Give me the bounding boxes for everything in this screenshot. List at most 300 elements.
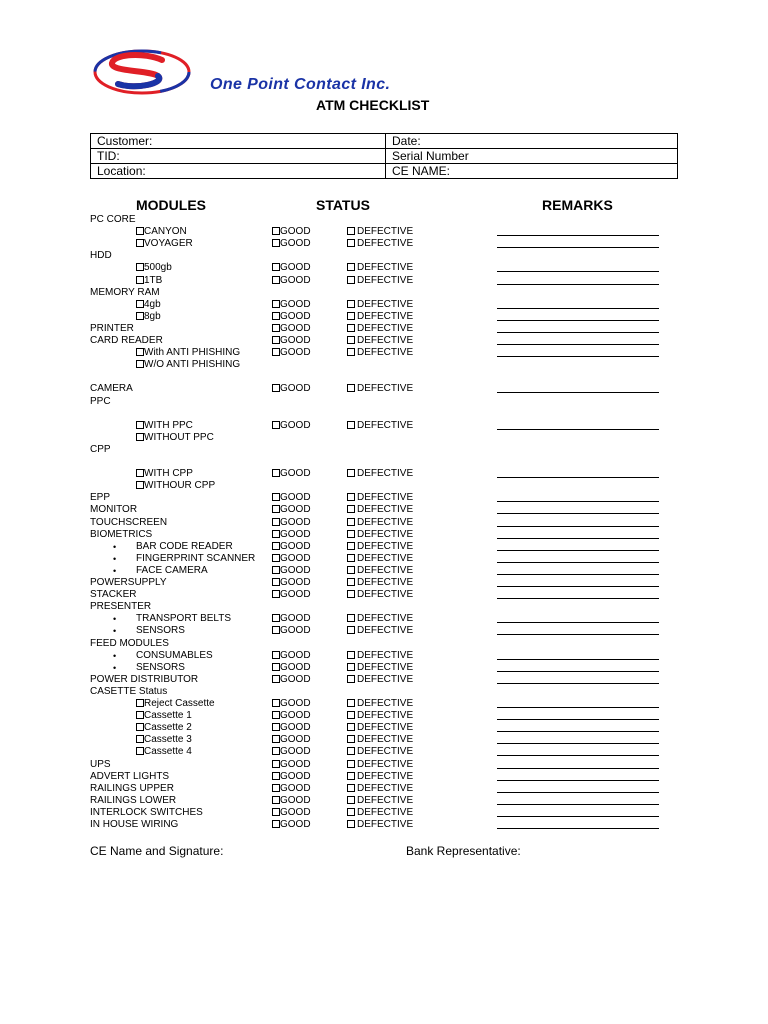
defective-checkbox[interactable] [347, 784, 355, 792]
good-option[interactable] [272, 226, 311, 238]
defective-option[interactable] [347, 819, 413, 831]
defective-option[interactable] [347, 722, 413, 734]
good-checkbox[interactable] [272, 324, 280, 332]
module-option[interactable] [136, 299, 161, 311]
defective-option[interactable] [347, 468, 413, 480]
defective-option[interactable] [347, 625, 413, 637]
defective-checkbox[interactable] [347, 711, 355, 719]
defective-label: DEFECTIVE [357, 262, 414, 274]
ce-name-field[interactable]: CE NAME: [386, 164, 678, 179]
checklist-row [0, 819, 768, 831]
good-checkbox[interactable] [272, 711, 280, 719]
remarks-line[interactable] [497, 235, 659, 236]
defective-option[interactable] [347, 311, 413, 323]
remarks-line[interactable] [497, 743, 659, 744]
good-label: GOOD [280, 298, 311, 310]
good-option[interactable] [272, 698, 311, 710]
good-checkbox[interactable] [272, 239, 280, 247]
remarks-line[interactable] [497, 271, 659, 272]
option-checkbox[interactable] [136, 747, 144, 755]
defective-checkbox[interactable] [347, 530, 355, 538]
good-option[interactable] [272, 722, 311, 734]
defective-checkbox[interactable] [347, 554, 355, 562]
good-option[interactable] [272, 553, 311, 565]
defective-option[interactable] [347, 565, 413, 577]
defective-option[interactable] [347, 771, 413, 783]
checklist-row [0, 250, 768, 262]
remarks-line[interactable] [497, 538, 659, 539]
checklist-row [0, 710, 768, 722]
module-option[interactable] [136, 468, 193, 480]
remarks-line[interactable] [497, 768, 659, 769]
good-checkbox[interactable] [272, 384, 280, 392]
good-option[interactable] [272, 504, 311, 516]
remarks-line[interactable] [497, 284, 659, 285]
good-checkbox[interactable] [272, 796, 280, 804]
defective-label: DEFECTIVE [357, 528, 414, 540]
remarks-header: REMARKS [542, 197, 613, 213]
good-checkbox[interactable] [272, 578, 280, 586]
good-checkbox[interactable] [272, 530, 280, 538]
defective-label: DEFECTIVE [357, 710, 414, 722]
defective-checkbox[interactable] [347, 227, 355, 235]
good-checkbox[interactable] [272, 518, 280, 526]
defective-checkbox[interactable] [347, 542, 355, 550]
defective-option[interactable] [347, 420, 413, 432]
module-label: FINGERPRINT SCANNER [136, 552, 256, 564]
remarks-line[interactable] [497, 477, 659, 478]
checklist-row [0, 650, 768, 662]
option-checkbox[interactable] [136, 239, 144, 247]
defective-label: DEFECTIVE [357, 613, 414, 625]
defective-option[interactable] [347, 746, 413, 758]
defective-checkbox[interactable] [347, 518, 355, 526]
remarks-line[interactable] [497, 598, 659, 599]
defective-option[interactable] [347, 517, 413, 529]
good-label: GOOD [280, 819, 311, 830]
defective-option[interactable] [347, 226, 413, 238]
module-label: SENSORS [136, 661, 185, 673]
defective-checkbox[interactable] [347, 651, 355, 659]
defective-option[interactable] [347, 662, 413, 674]
defective-option[interactable] [347, 759, 413, 771]
remarks-line[interactable] [497, 683, 659, 684]
good-option[interactable] [272, 783, 311, 795]
good-checkbox[interactable] [272, 493, 280, 501]
option-label: WITH CPP [144, 468, 193, 480]
defective-checkbox[interactable] [347, 348, 355, 356]
option-checkbox[interactable] [136, 699, 144, 707]
defective-checkbox[interactable] [347, 493, 355, 501]
good-checkbox[interactable] [272, 699, 280, 707]
defective-option[interactable] [347, 613, 413, 625]
remarks-line[interactable] [497, 707, 659, 708]
module-label: RAILINGS UPPER [90, 782, 174, 794]
remarks-line[interactable] [497, 550, 659, 551]
good-option[interactable] [272, 565, 311, 577]
good-option[interactable] [272, 650, 311, 662]
module-label: EPP [90, 492, 111, 504]
option-label: WITH PPC [144, 419, 193, 431]
good-label: GOOD [280, 710, 311, 722]
remarks-line[interactable] [497, 634, 659, 635]
remarks-line[interactable] [497, 344, 659, 345]
tid-field[interactable]: TID: [91, 149, 386, 164]
good-option[interactable] [272, 625, 311, 637]
option-label: VOYAGER [144, 238, 193, 250]
option-checkbox[interactable] [136, 723, 144, 731]
module-option[interactable] [136, 480, 215, 492]
module-label: CONSUMABLES [136, 649, 213, 661]
defective-checkbox[interactable] [347, 312, 355, 320]
module-label: SENSORS [136, 625, 185, 637]
good-option[interactable] [272, 807, 311, 819]
defective-checkbox[interactable] [347, 421, 355, 429]
module-option[interactable] [136, 275, 162, 287]
good-checkbox[interactable] [272, 723, 280, 731]
defective-label: DEFECTIVE [357, 564, 414, 576]
good-option[interactable] [272, 238, 311, 250]
status-header: STATUS [316, 197, 370, 213]
good-option[interactable] [272, 734, 311, 746]
good-checkbox[interactable] [272, 566, 280, 574]
defective-label: DEFECTIVE [357, 552, 414, 564]
defective-checkbox[interactable] [347, 324, 355, 332]
defective-checkbox[interactable] [347, 808, 355, 816]
good-checkbox[interactable] [272, 263, 280, 271]
remarks-line[interactable] [497, 828, 659, 829]
good-option[interactable] [272, 517, 311, 529]
checklist-row [0, 565, 768, 577]
remarks-line[interactable] [497, 526, 659, 527]
good-option[interactable] [272, 795, 311, 807]
good-option[interactable] [272, 299, 311, 311]
defective-checkbox[interactable] [347, 300, 355, 308]
module-option[interactable] [136, 698, 215, 710]
option-checkbox[interactable] [136, 421, 144, 429]
defective-checkbox[interactable] [347, 614, 355, 622]
option-checkbox[interactable] [136, 735, 144, 743]
good-checkbox[interactable] [272, 820, 280, 828]
defective-checkbox[interactable] [347, 796, 355, 804]
defective-checkbox[interactable] [347, 772, 355, 780]
good-option[interactable] [272, 771, 311, 783]
defective-checkbox[interactable] [347, 239, 355, 247]
module-option[interactable] [136, 710, 192, 722]
module-label: FACE CAMERA [136, 564, 208, 576]
defective-option[interactable] [347, 347, 413, 359]
defective-option[interactable] [347, 589, 413, 601]
good-checkbox[interactable] [272, 554, 280, 562]
defective-option[interactable] [347, 541, 413, 553]
defective-option[interactable] [347, 238, 413, 250]
good-checkbox[interactable] [272, 276, 280, 284]
defective-option[interactable] [347, 299, 413, 311]
remarks-line[interactable] [497, 574, 659, 575]
remarks-line[interactable] [497, 816, 659, 817]
defective-option[interactable] [347, 710, 413, 722]
good-checkbox[interactable] [272, 663, 280, 671]
defective-option[interactable] [347, 504, 413, 516]
defective-option[interactable] [347, 807, 413, 819]
option-label: Cassette 2 [144, 722, 192, 734]
good-checkbox[interactable] [272, 469, 280, 477]
module-label: CAMERA [90, 383, 133, 395]
defective-checkbox[interactable] [347, 663, 355, 671]
module-option[interactable] [136, 226, 187, 238]
good-checkbox[interactable] [272, 348, 280, 356]
remarks-line[interactable] [497, 804, 659, 805]
defective-option[interactable] [347, 383, 413, 395]
bullet-icon: • [113, 553, 117, 564]
good-label: GOOD [280, 468, 311, 480]
defective-option[interactable] [347, 783, 413, 795]
option-checkbox[interactable] [136, 263, 144, 271]
defective-option[interactable] [347, 262, 413, 274]
good-checkbox[interactable] [272, 505, 280, 513]
good-option[interactable] [272, 347, 311, 359]
remarks-line[interactable] [497, 755, 659, 756]
defective-option[interactable] [347, 275, 413, 287]
remarks-line[interactable] [497, 622, 659, 623]
defective-checkbox[interactable] [347, 747, 355, 755]
module-option[interactable] [136, 432, 214, 444]
remarks-line[interactable] [497, 731, 659, 732]
defective-checkbox[interactable] [347, 723, 355, 731]
defective-checkbox[interactable] [347, 336, 355, 344]
good-option[interactable] [272, 383, 311, 395]
defective-checkbox[interactable] [347, 590, 355, 598]
option-checkbox[interactable] [136, 469, 144, 477]
remarks-line[interactable] [497, 659, 659, 660]
remarks-line[interactable] [497, 780, 659, 781]
option-checkbox[interactable] [136, 348, 144, 356]
remarks-line[interactable] [497, 501, 659, 502]
defective-checkbox[interactable] [347, 735, 355, 743]
defective-option[interactable] [347, 650, 413, 662]
checklist-row [0, 746, 768, 758]
good-label: GOOD [280, 625, 311, 637]
checklist-row [0, 625, 768, 637]
module-option[interactable] [136, 347, 240, 359]
defective-checkbox[interactable] [347, 626, 355, 634]
good-option[interactable] [272, 323, 311, 335]
good-checkbox[interactable] [272, 651, 280, 659]
option-label: Cassette 1 [144, 710, 192, 722]
good-option[interactable] [272, 541, 311, 553]
checklist-row [0, 468, 768, 480]
defective-option[interactable] [347, 492, 413, 504]
good-checkbox[interactable] [272, 300, 280, 308]
remarks-line[interactable] [497, 586, 659, 587]
customer-field[interactable]: Customer: [91, 134, 386, 149]
module-option[interactable] [136, 238, 193, 250]
module-option[interactable] [136, 734, 192, 746]
good-label: GOOD [280, 504, 311, 516]
module-label: PRINTER [90, 322, 134, 334]
defective-option[interactable] [347, 734, 413, 746]
defective-label: DEFECTIVE [357, 504, 414, 516]
defective-option[interactable] [347, 698, 413, 710]
remarks-line[interactable] [497, 320, 659, 321]
good-label: GOOD [280, 577, 311, 588]
checklist-row [0, 396, 768, 408]
module-label: POWER DISTRIBUTOR [90, 673, 199, 685]
good-checkbox[interactable] [272, 675, 280, 683]
defective-checkbox[interactable] [347, 578, 355, 586]
defective-checkbox[interactable] [347, 384, 355, 392]
modules-header: MODULES [136, 197, 206, 213]
good-option[interactable] [272, 577, 311, 589]
good-label: GOOD [280, 794, 311, 806]
defective-checkbox[interactable] [347, 699, 355, 707]
defective-checkbox[interactable] [347, 263, 355, 271]
checklist-row [0, 275, 768, 287]
good-checkbox[interactable] [272, 735, 280, 743]
good-checkbox[interactable] [272, 421, 280, 429]
good-option[interactable] [272, 335, 311, 347]
good-option[interactable] [272, 674, 311, 686]
module-option[interactable] [136, 722, 192, 734]
good-checkbox[interactable] [272, 772, 280, 780]
good-option[interactable] [272, 819, 311, 831]
checklist-row [0, 613, 768, 625]
remarks-line[interactable] [497, 671, 659, 672]
defective-label: DEFECTIVE [357, 746, 414, 758]
good-checkbox[interactable] [272, 747, 280, 755]
module-label: TRANSPORT BELTS [136, 613, 232, 625]
checklist-row [0, 214, 768, 226]
module-label: IN HOUSE WIRING [90, 819, 179, 830]
module-option[interactable] [136, 359, 240, 371]
defective-label: DEFECTIVE [357, 782, 414, 794]
option-checkbox[interactable] [136, 433, 144, 441]
defective-option[interactable] [347, 674, 413, 686]
good-checkbox[interactable] [272, 227, 280, 235]
good-option[interactable] [272, 492, 311, 504]
good-label: GOOD [280, 758, 311, 770]
defective-label: DEFECTIVE [357, 722, 414, 734]
defective-checkbox[interactable] [347, 566, 355, 574]
defective-label: DEFECTIVE [357, 298, 414, 310]
good-checkbox[interactable] [272, 590, 280, 598]
remarks-line[interactable] [497, 719, 659, 720]
remarks-line[interactable] [497, 247, 659, 248]
good-checkbox[interactable] [272, 336, 280, 344]
good-label: GOOD [280, 661, 311, 673]
good-checkbox[interactable] [272, 784, 280, 792]
defective-option[interactable] [347, 577, 413, 589]
checklist-row [0, 662, 768, 674]
defective-checkbox[interactable] [347, 505, 355, 513]
date-field[interactable]: Date: [386, 134, 678, 149]
good-option[interactable] [272, 420, 311, 432]
defective-checkbox[interactable] [347, 760, 355, 768]
remarks-line[interactable] [497, 356, 659, 357]
module-option[interactable] [136, 420, 193, 432]
checklist-row [0, 420, 768, 432]
good-label: GOOD [280, 310, 311, 322]
defective-label: DEFECTIVE [357, 468, 414, 480]
defective-label: DEFECTIVE [357, 819, 414, 830]
option-checkbox[interactable] [136, 711, 144, 719]
serial-number-field[interactable]: Serial Number [386, 149, 678, 164]
good-checkbox[interactable] [272, 808, 280, 816]
module-option[interactable] [136, 262, 172, 274]
good-option[interactable] [272, 275, 311, 287]
remarks-line[interactable] [497, 392, 659, 393]
good-option[interactable] [272, 759, 311, 771]
option-checkbox[interactable] [136, 312, 144, 320]
module-option[interactable] [136, 311, 161, 323]
good-option[interactable] [272, 613, 311, 625]
defective-option[interactable] [347, 529, 413, 541]
option-checkbox[interactable] [136, 276, 144, 284]
good-checkbox[interactable] [272, 614, 280, 622]
good-checkbox[interactable] [272, 312, 280, 320]
remarks-line[interactable] [497, 429, 659, 430]
good-checkbox[interactable] [272, 760, 280, 768]
defective-label: DEFECTIVE [357, 673, 414, 685]
good-option[interactable] [272, 710, 311, 722]
remarks-line[interactable] [497, 513, 659, 514]
good-label: GOOD [280, 383, 311, 395]
company-name: One Point Contact Inc. [210, 76, 391, 93]
remarks-line[interactable] [497, 562, 659, 563]
good-label: GOOD [280, 613, 311, 625]
good-checkbox[interactable] [272, 542, 280, 550]
option-label: 500gb [144, 262, 172, 274]
good-option[interactable] [272, 746, 311, 758]
option-checkbox[interactable] [136, 481, 144, 489]
remarks-line[interactable] [497, 308, 659, 309]
defective-option[interactable] [347, 335, 413, 347]
option-checkbox[interactable] [136, 227, 144, 235]
good-option[interactable] [272, 589, 311, 601]
checklist-row [0, 226, 768, 238]
good-label: GOOD [280, 322, 311, 334]
defective-option[interactable] [347, 795, 413, 807]
checklist-row [0, 299, 768, 311]
good-option[interactable] [272, 529, 311, 541]
defective-option[interactable] [347, 553, 413, 565]
checklist-row [0, 238, 768, 250]
option-checkbox[interactable] [136, 300, 144, 308]
defective-checkbox[interactable] [347, 276, 355, 284]
defective-label: DEFECTIVE [357, 698, 414, 709]
defective-label: DEFECTIVE [357, 649, 414, 661]
good-option[interactable] [272, 662, 311, 674]
module-label: CARD READER [90, 335, 163, 346]
good-label: GOOD [280, 649, 311, 661]
module-option[interactable] [136, 746, 192, 758]
defective-label: DEFECTIVE [357, 383, 414, 395]
defective-checkbox[interactable] [347, 675, 355, 683]
defective-checkbox[interactable] [347, 469, 355, 477]
defective-option[interactable] [347, 323, 413, 335]
option-checkbox[interactable] [136, 360, 144, 368]
good-option[interactable] [272, 311, 311, 323]
good-label: GOOD [280, 419, 311, 431]
remarks-line[interactable] [497, 332, 659, 333]
module-label: RAILINGS LOWER [90, 794, 177, 806]
location-field[interactable]: Location: [91, 164, 386, 179]
defective-checkbox[interactable] [347, 820, 355, 828]
good-checkbox[interactable] [272, 626, 280, 634]
good-option[interactable] [272, 468, 311, 480]
remarks-line[interactable] [497, 792, 659, 793]
good-option[interactable] [272, 262, 311, 274]
